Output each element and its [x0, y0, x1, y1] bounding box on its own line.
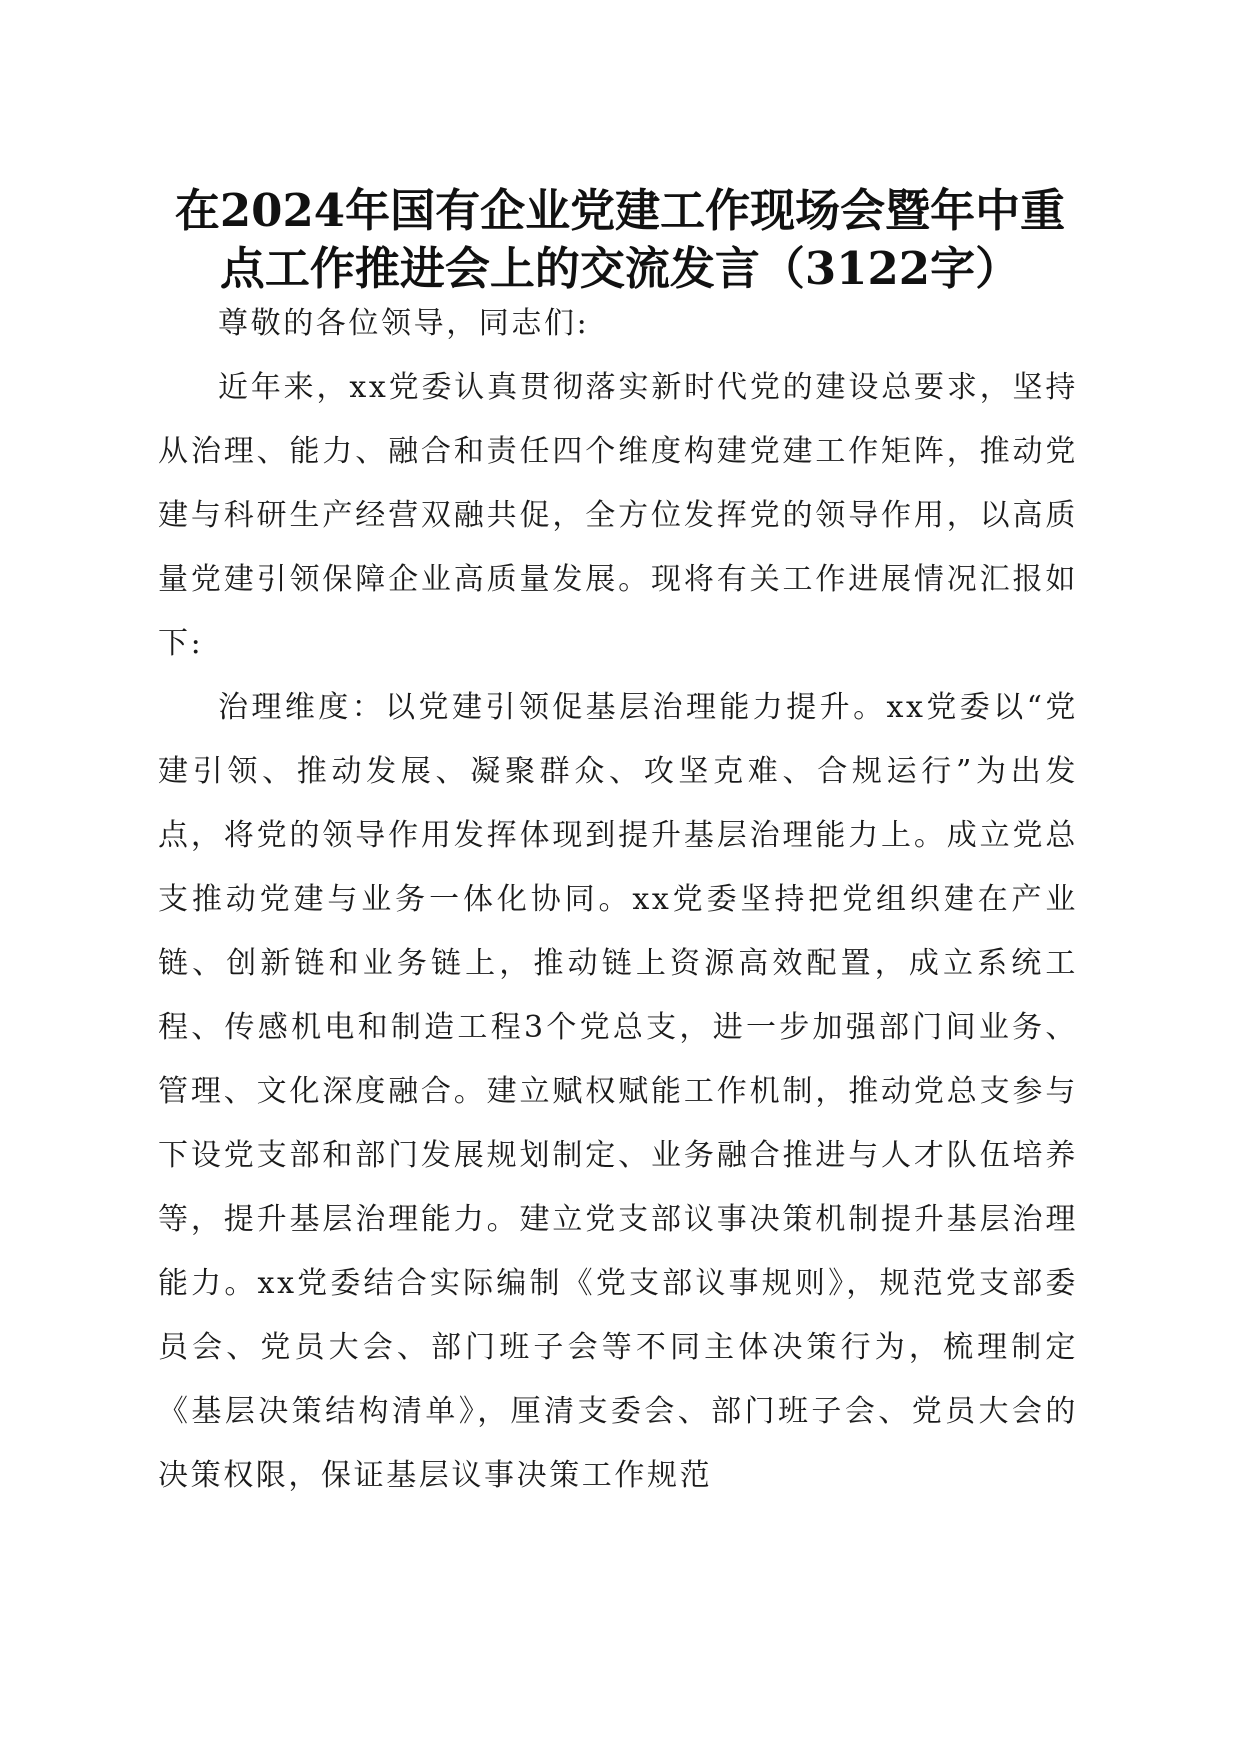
paragraph-intro: 近年来，xx党委认真贯彻落实新时代党的建设总要求，坚持从治理、能力、融合和责任四个维度构建党建工作矩阵，推动党建与科研生产经营双融共促，全方位发挥党的领导作用，以高质量党建引领保障企业高质量发展。现将有关工作进展情况汇报如下:	[158, 370, 1078, 661]
paragraph-governance: 治理维度：以党建引领促基层治理能力提升。xx党委以“党建引领、推动发展、凝聚群众、攻坚克难、合规运行”为出发点，将党的领导作用发挥体现到提升基层治理能力上。成立党总支推动党建与业务一体化协同。xx党委坚持把党组织建在产业链、创新链和业务链上，推动链上资源高效配置，成立系统工程、传感机电和制造工程3个党总支，进一步加强部门间业务、管理、文化深度融合。建立赋权赋能工作机制，推动党总支参与下设党支部和部门发展规划制定、业务融合推进与人才队伍培养等，提升基层治理能力。建立党支部议事决策机制提升基层治理能力。xx党委结合实际编制《党支部议事规则》，规范党支部委员会、党员大会、部门班子会等不同主体决策行为，梳理制定《基层决策结构清单》，厘清支委会、部门班子会、党员大会的决策权限，保证基层议事决策工作规范	[158, 690, 1078, 1493]
title-line-1: 在2024年国有企业党建工作现场会暨年中重	[174, 184, 1066, 237]
document-title	[150, 182, 1090, 298]
salutation: 尊敬的各位领导，同志们:	[218, 306, 590, 341]
document-body	[158, 292, 1078, 1508]
title-line-2: 点工作推进会上的交流发言（3122字）	[219, 242, 1021, 295]
